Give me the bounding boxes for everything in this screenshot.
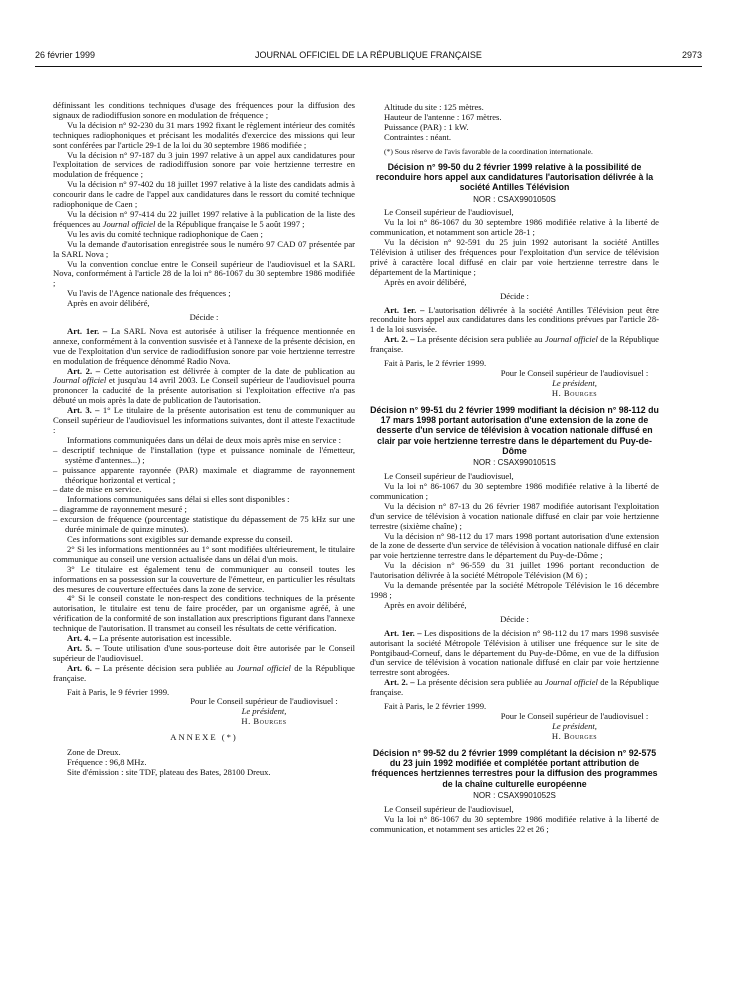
article — [370, 629, 659, 679]
decide-heading: Décide : — [500, 613, 529, 624]
article-label: Art. 3. – — [67, 405, 100, 416]
annex-line: Site d'émission : site TDF, plateau des Bates, 28100 Dreux. — [67, 766, 271, 777]
paragraph: Vu la décision n° 97-402 du 18 juillet 1997 relative à la liste des candidats admis à concourir dans le cadre de l'appel aux candidatures dans le ressort du comité technique radiophonique de Caen ; — [53, 179, 355, 210]
journal-ref: Journal officiel — [53, 375, 107, 386]
header-date: 26 février 1999 — [35, 50, 96, 60]
article — [53, 367, 355, 407]
text: de la République française. — [53, 662, 355, 683]
list-item: – date de mise en service. — [53, 484, 142, 495]
article-text: Toute utilisation d'une sous-porteuse doit être autorisée par le Conseil supérieur de l'audiovisuel. — [53, 642, 356, 663]
signature-line: Pour le Conseil supérieur de l'audiovisuel : — [190, 696, 338, 707]
text: Vu la décision n° 97-414 du 22 juillet 1997 relative à la publication de la liste des fréquences au — [53, 208, 355, 229]
paragraph: 2° Si les informations mentionnées au 1° sont modifiées ultérieurement, le titulaire communique au conseil une version actualisée dans un délai d'un mois. — [53, 543, 355, 564]
paragraph: Vu la loi n° 86-1067 du 30 septembre 1986 modifiée relative à la liberté de communication, et notamment son article 28-1 ; — [370, 217, 659, 238]
paragraph: 3° Le titulaire est également tenu de communiquer au conseil toutes les informations en sa possession sur la couverture de l'émetteur, en particulier les résultats des mesures de couverture effectuées dans la zone de service. — [53, 563, 355, 594]
paragraph: Vu la décision n° 96-559 du 31 juillet 1996 portant reconduction de l'autorisation délivrée à la société Métropole Télévision (M 6) ; — [370, 560, 659, 581]
article-label: Art. 2. – — [67, 365, 101, 376]
list-item: – excursion de fréquence (pourcentage statistique du dépassement de 75 kHz sur une durée minimale de quinze minutes). — [53, 514, 355, 535]
article-label: Art. 1er. – — [67, 325, 108, 336]
president-label: Le président, — [552, 720, 597, 731]
text: et jusqu'au 14 avril 2003. Le Conseil supérieur de l'audiovisuel pourra prononcer la caducité de la présente autorisation si l'exploitation effective n'a pas débuté un mois après la date de publication de l'autorisation. — [53, 375, 355, 406]
article-label: Art. 1er. – — [384, 627, 422, 638]
article-label: Art. 6. – — [67, 662, 100, 673]
paragraph: Vu la convention conclue entre le Conseil supérieur de l'audiovisuel et la SARL Nova, conformément à l'article 28 de la loi n° 86-1067 du 30 septembre 1986 modifiée ; — [53, 258, 355, 289]
paragraph: Vu les avis du comité technique radiophonique de Caen ; — [67, 228, 263, 239]
paragraph: définissant les conditions techniques d'usage des fréquences pour la diffusion des signaux de radiodiffusion sonore en modulation de fréquence ; — [53, 100, 355, 120]
president-label: Le président, — [552, 377, 597, 388]
paragraph — [53, 210, 355, 230]
left-column — [53, 101, 355, 778]
nor-reference: NOR : CSAX9901052S — [473, 790, 556, 800]
annex-line: Altitude du site : 125 mètres. — [384, 102, 484, 112]
article — [53, 644, 355, 664]
article-label: Art. 2. – — [384, 677, 415, 688]
annex-line: Contraintes : néant. — [384, 131, 452, 142]
text: de la République française le 5 août 1997 ; — [155, 218, 305, 229]
paragraph: Vu la décision n° 97-187 du 3 juin 1997 relative à un appel aux candidatures pour l'exploitation de services de radiodiffusion sonore par voie hertzienne terrestre en modulation de fréquence ; — [53, 149, 355, 180]
paragraph: Vu la demande présentée par la société Métropole Télévision le 16 décembre 1998 ; — [370, 580, 659, 600]
paragraph: Le Conseil supérieur de l'audiovisuel, — [384, 471, 514, 482]
article — [370, 678, 659, 698]
signature-line: Pour le Conseil supérieur de l'audiovisuel : — [500, 368, 649, 379]
annex-line: Zone de Dreux. — [67, 747, 121, 758]
paragraph: 4° Si le conseil constate le non-respect des conditions techniques de la présente autorisation, le titulaire est tenu de faire procéder, par un organisme agréé, à une vérification de la conformité de son installation aux prescriptions figurant dans l'annexe technique de l'autorisation. Il transmet au conseil les résultats de cette vérification. — [53, 593, 355, 634]
header-rule — [35, 66, 702, 67]
signature-name: H. Bourges — [551, 730, 598, 741]
article — [53, 327, 355, 367]
date-line: Fait à Paris, le 2 février 1999. — [384, 358, 487, 369]
journal-ref: Journal officiel — [102, 218, 156, 229]
journal-ref: Journal officiel — [236, 662, 291, 673]
journal-ref: Journal officiel — [544, 677, 598, 688]
paragraph: Vu la décision n° 87-13 du 26 février 1987 modifiée autorisant l'exploitation d'un service de télévision à vocation nationale diffusé en clair par voie hertzienne terrestre (sixième chaîne) ; — [370, 500, 659, 531]
paragraph: Informations communiquées dans un délai de deux mois après mise en service : — [67, 434, 341, 445]
article-text: La présente autorisation est incessible. — [97, 633, 232, 644]
signature-name: H. Bourges — [241, 716, 287, 727]
paragraph: Vu la décision n° 92-230 du 31 mars 1992 fixant le règlement intérieur des comités techniques radiophoniques et précisant les modalités d'exercice des missions qui leur sont conférées par l'article 29-1 de la loi du 30 septembre 1986 modifiée ; — [53, 119, 355, 150]
article-text: 1° Le titulaire de la présente autorisation est tenu de communiquer au Conseil supérieur de l'audiovisuel les informations suivantes, dont il atteste l'exactitude : — [53, 405, 355, 435]
page-header — [35, 50, 702, 64]
signature-title — [53, 707, 355, 717]
paragraph: Après en avoir délibéré, — [384, 599, 467, 610]
header-journal-title: JOURNAL OFFICIEL DE LA RÉPUBLIQUE FRANÇAISE — [255, 50, 482, 60]
signature-title — [370, 379, 659, 389]
article-text: La SARL Nova est autorisée à utiliser la fréquence mentionnée en annexe, conformément à la convention susvisée et à l'annexe de la présente décision, en vue de l'exploitation d'un service de radiodiffusion sonore par voie hertzienne terrestre en modulation de fréquence dénommé Radio Nova. — [53, 325, 355, 366]
right-column — [370, 103, 659, 835]
signature-name: H. Bourges — [551, 387, 598, 398]
date-line: Fait à Paris, le 2 février 1999. — [384, 701, 487, 712]
text: La présente décision sera publiée au — [99, 662, 237, 673]
text: La présente décision sera publiée au — [414, 334, 545, 345]
signature-title — [370, 722, 659, 732]
annex-line: Puissance (PAR) : 1 kW. — [384, 121, 469, 132]
paragraph: Vu la décision n° 98-112 du 17 mars 1998 portant autorisation d'une extension de la zone de desserte d'un service de télévision à vocation nationale diffusé en clair par voie hertzienne terrestre dans le département du Puy-de-Dôme ; — [370, 530, 659, 561]
text: de la République française. — [370, 334, 659, 355]
annex-line: Fréquence : 96,8 MHz. — [67, 757, 147, 767]
decision-title: Décision n° 99-52 du 2 février 1999 complétant la décision n° 92-575 du 23 juin 1992 modifiée et complétée portant attribution de fréquences hertziennes terrestres pour la diffusion des programmes de la chaîne culturelle européenne — [371, 747, 658, 789]
paragraph: Vu la demande d'autorisation enregistrée sous le numéro 97 CAD 07 présentée par la SARL Nova ; — [53, 238, 355, 259]
date-line: Fait à Paris, le 9 février 1999. — [67, 686, 170, 697]
paragraph: Vu l'avis de l'Agence nationale des fréquences ; — [67, 288, 231, 299]
decision-title: Décision n° 99-50 du 2 février 1999 relative à la possibilité de reconduire hors appel aux candidatures l'autorisation délivrée à la société Antilles Télévision — [375, 161, 654, 193]
paragraph: Informations communiquées sans délai si elles sont disponibles : — [67, 494, 290, 505]
list-item: – puissance apparente rayonnée (PAR) maximale et diagramme de rayonnement théorique horizontal et vertical ; — [53, 464, 355, 485]
article-label: Art. 2. – — [384, 334, 415, 345]
signature-line: Pour le Conseil supérieur de l'audiovisuel : — [500, 710, 649, 721]
paragraph: Le Conseil supérieur de l'audiovisuel, — [384, 207, 514, 218]
annex-line: Hauteur de l'antenne : 167 mètres. — [384, 111, 502, 122]
paragraph: Le Conseil supérieur de l'audiovisuel, — [384, 803, 514, 814]
footnote: (*) Sous réserve de l'avis favorable de la coordination internationale. — [384, 146, 593, 156]
list-item: – diagramme de rayonnement mesuré ; — [53, 504, 187, 515]
president-label: Le président, — [241, 706, 287, 717]
list-item: – descriptif technique de l'installation (type et puissance nominale de l'émetteur, système d'antennes...) ; — [53, 444, 355, 465]
journal-ref: Journal officiel — [544, 334, 598, 345]
paragraph: Après en avoir délibéré, — [67, 298, 150, 309]
article — [53, 406, 355, 436]
nor-reference: NOR : CSAX9901051S — [473, 458, 556, 468]
text: Cette autorisation est délivrée à compter de la date de publication au — [100, 365, 355, 376]
paragraph: Vu la décision n° 92-591 du 25 juin 1992 autorisant la société Antilles Télévision à utiliser des fréquences pour l'exploitation d'un service de télévision privé à caractère local diffusé en clair par voie hertzienne terrestre dans le département de la Martinique ; — [370, 237, 659, 277]
decision-title: Décision n° 99-51 du 2 février 1999 modifiant la décision n° 98-112 du 17 mars 1998 portant autorisation d'une extension de la zone de desserte d'un service de télévision à vocation nationale diffusé en clair par voie hertzienne terrestre dans le département du Puy-de-Dôme — [370, 404, 659, 456]
paragraph: Vu la loi n° 86-1067 du 30 septembre 1986 modifiée relative à la liberté de communication, et notamment ses articles 22 et 26 ; — [370, 813, 659, 834]
article-label: Art. 1er. – — [384, 304, 425, 315]
decide-heading: Décide : — [189, 312, 219, 323]
annex-heading: ANNEXE (*) — [170, 732, 238, 743]
article-text: Les dispositions de la décision n° 98-112 du 17 mars 1998 susvisée autorisant la société Métropole Télévision à utiliser une fréquence sur le site de Pontgibaud-Corneuf, dans le département du Puy-de-Dôme, en vue de la diffusion d'un service de télévision à vocation nationale diffusé en clair par voie hertzienne terrestre sont abrogées. — [370, 627, 659, 678]
article-text: L'autorisation délivrée à la société Antilles Télévision peut être reconduite hors appel aux candidatures dans les conditions prévues par l'article 28-1 de la loi susvisée. — [370, 304, 659, 335]
article — [370, 306, 659, 336]
paragraph: Après en avoir délibéré, — [384, 276, 467, 287]
paragraph: Vu la loi n° 86-1067 du 30 septembre 1986 modifiée relative à la liberté de communication ; — [370, 481, 659, 501]
article-label: Art. 4. – — [67, 633, 98, 644]
paragraph: Ces informations sont exigibles sur demande expresse du conseil. — [67, 533, 293, 544]
header-page-number: 2973 — [681, 50, 702, 60]
decide-heading: Décide : — [500, 290, 529, 301]
article — [370, 335, 659, 355]
text: La présente décision sera publiée au — [414, 677, 545, 688]
nor-reference: NOR : CSAX9901050S — [473, 194, 556, 204]
article-label: Art. 5. – — [67, 642, 100, 653]
text: de la République française. — [370, 677, 659, 698]
article — [53, 664, 355, 684]
